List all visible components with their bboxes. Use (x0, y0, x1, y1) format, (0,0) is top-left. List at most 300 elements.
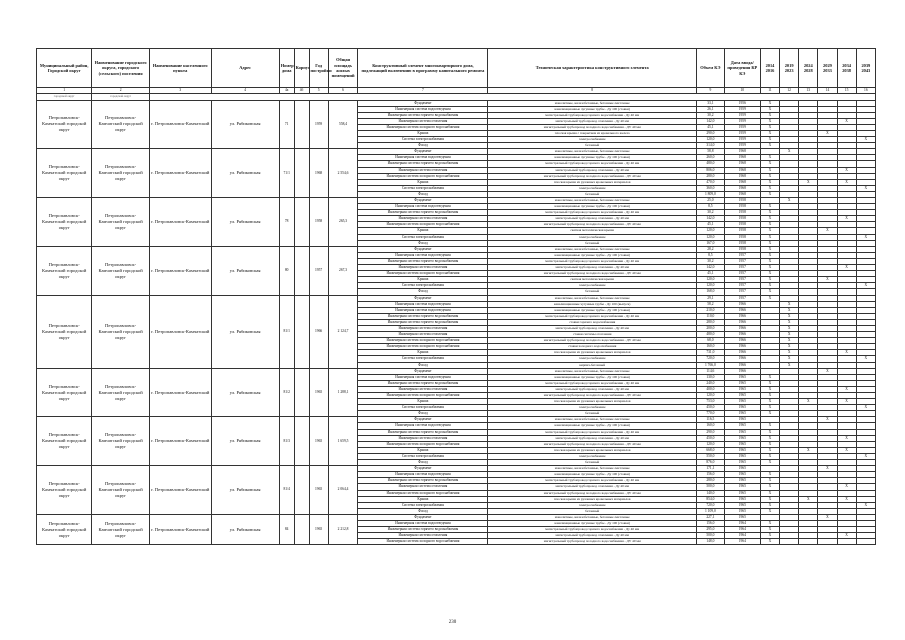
description-cell: магистральный трубопровод горячего водоснабжения - Ду 40 мм (488, 112, 697, 118)
period-mark-cell: X (760, 484, 779, 490)
column-number: 14 (818, 88, 837, 94)
description-cell: канализационные чугунные трубы - Ду 100 (стояки) (488, 423, 697, 429)
address-cell: ул. Рябиковская (211, 295, 279, 368)
date-cell: 1958 (724, 198, 760, 204)
description-cell: магистральный трубопровод холодного водоснабжения - ДУ 40 мм (488, 271, 697, 277)
period-mark-cell: X (760, 295, 779, 301)
building-cell (294, 466, 309, 515)
description-cell: бетонный (488, 289, 697, 295)
description-cell: канализационные чугунные трубы - Ду 100 (стояки) (488, 204, 697, 210)
column-number: 3 (149, 88, 211, 94)
volume-cell: 140,0 (697, 490, 725, 496)
description-cell: магистральный трубопровод холодного водоснабжения - ДУ 40 мм (488, 338, 697, 344)
element-cell: Инженерная система отопления (358, 265, 488, 271)
period-mark-cell: X (760, 411, 779, 417)
period-mark-cell: X (799, 399, 818, 405)
period-mark-cell: X (760, 374, 779, 380)
period-mark-cell: X (760, 496, 779, 502)
column-number: 12 (780, 88, 799, 94)
description-cell: магистральный трубопровод горячего водоснабжения - Ду 40 мм (488, 313, 697, 319)
date-cell: 1959 (724, 124, 760, 130)
house-number-cell: 81/1 (279, 295, 294, 368)
volume-cell: 668,0 (697, 447, 725, 453)
volume-cell: 120,0 (697, 234, 725, 240)
period-mark-cell: X (760, 185, 779, 191)
element-cell: Инженерная система водоотведения (358, 155, 488, 161)
area-cell: 2 064,4 (328, 466, 358, 515)
column-number: 4 (211, 88, 279, 94)
element-cell: Фундамент (358, 466, 488, 472)
volume-cell: 450,0 (697, 435, 725, 441)
element-cell: Инженерная система холодного водоснабжения (358, 124, 488, 130)
period-mark-cell: X (760, 173, 779, 179)
building-cell (294, 100, 309, 149)
volume-cell: 110,0 (697, 313, 725, 319)
description-cell: электроснабжение (488, 283, 697, 289)
district-cell: Петропавловск-Камчатский городской округ (37, 149, 92, 198)
period-mark-cell: X (760, 112, 779, 118)
district-cell: Петропавловск-Камчатский городской округ (37, 514, 92, 544)
description-cell: электроснабжение (488, 502, 697, 508)
description-cell: бетонный (488, 191, 697, 197)
description-cell: магистральный трубопровод отопления - Ду 40 мм (488, 325, 697, 331)
address-cell: ул. Рябиковская (211, 149, 279, 198)
period-mark-cell: X (837, 399, 856, 405)
column-header: Дата ввода/проведения КР КЭ (724, 49, 760, 88)
element-cell: Фундамент (358, 368, 488, 374)
element-cell: Инженерная система горячего водоснабжения (358, 429, 488, 435)
element-cell: Крыша (358, 447, 488, 453)
build-year-cell: 1959 (309, 100, 328, 149)
element-cell: Инженерная система холодного водоснабжения (358, 441, 488, 447)
description-cell: магистральный трубопровод отопления - Ду 40 мм (488, 167, 697, 173)
period-mark-cell: X (818, 466, 837, 472)
period-mark-cell: X (780, 338, 799, 344)
period-mark-cell: X (780, 149, 799, 155)
date-cell: 1965 (724, 393, 760, 399)
date-cell: 1965 (724, 417, 760, 423)
description-cell: монолитные, железобетонные, бетонные ленточные (488, 149, 697, 155)
period-mark-cell: X (760, 118, 779, 124)
period-mark-cell: X (780, 325, 799, 331)
description-cell: магистральный трубопровод холодного водоснабжения - ДУ 40 мм (488, 539, 697, 545)
date-cell: 1966 (724, 319, 760, 325)
volume-cell: 8,5 (697, 252, 725, 258)
date-cell: 1959 (724, 143, 760, 149)
period-mark-cell: X (856, 137, 875, 143)
volume-cell: 160,0 (697, 423, 725, 429)
description-cell: магистральный трубопровод горячего водоснабжения - Ду 40 мм (488, 161, 697, 167)
description-cell: электроснабжение (488, 185, 697, 191)
volume-cell: 360,0 (697, 185, 725, 191)
date-cell: 1966 (724, 301, 760, 307)
date-cell: 1957 (724, 265, 760, 271)
volume-cell: 8,5 (697, 204, 725, 210)
district-cell: Петропавловск-Камчатский городской округ (37, 417, 92, 466)
period-mark-cell: X (760, 447, 779, 453)
period-mark-cell: X (799, 179, 818, 185)
description-cell: плоская крыша из рулонных кровельных материалов (488, 179, 697, 185)
build-year-cell: 1965 (309, 417, 328, 466)
locality-cell: г. Петропавловск-Камчатский (149, 149, 211, 198)
date-cell: 1966 (724, 338, 760, 344)
volume-cell: 30,2 (697, 210, 725, 216)
description-cell: электроснабжение (488, 234, 697, 240)
period-mark-cell: X (760, 478, 779, 484)
period-mark-cell: X (760, 271, 779, 277)
date-cell: 1965 (724, 441, 760, 447)
house-number-cell: 71/1 (279, 149, 294, 198)
date-cell: 1968 (724, 173, 760, 179)
volume-cell: 142,0 (697, 118, 725, 124)
element-cell: Инженерная система отопления (358, 167, 488, 173)
date-cell: 1957 (724, 295, 760, 301)
date-cell: 1958 (724, 204, 760, 210)
settlement-cell: Петропавловск-Камчатский городской округ (92, 198, 149, 247)
description-cell: магистральный трубопровод горячего водоснабжения - Ду 40 мм (488, 527, 697, 533)
period-mark-cell: X (760, 277, 779, 283)
volume-cell: 806,0 (697, 167, 725, 173)
date-cell: 1958 (724, 246, 760, 252)
column-number: 6 (328, 88, 358, 94)
volume-cell: 480,0 (697, 161, 725, 167)
volume-cell: 120,0 (697, 137, 725, 143)
volume-cell: 168,0 (697, 289, 725, 295)
element-cell: Фундамент (358, 417, 488, 423)
element-cell: Инженерная система отопления (358, 386, 488, 392)
period-mark-cell: X (760, 155, 779, 161)
period-mark-cell: X (818, 368, 837, 374)
date-cell: 1957 (724, 283, 760, 289)
date-cell: 1966 (724, 332, 760, 338)
date-cell: 1956 (724, 100, 760, 106)
locality-cell: г. Петропавловск-Камчатский (149, 295, 211, 368)
settlement-cell: Петропавловск-Камчатский городской округ (92, 149, 149, 198)
volume-cell: 1 109,0 (697, 508, 725, 514)
element-cell: Инженерная система горячего водоснабжения (358, 210, 488, 216)
clipped-cell: городской округ (92, 94, 149, 100)
building-cell (294, 417, 309, 466)
date-cell: 1957 (724, 252, 760, 258)
period-mark-cell: X (799, 496, 818, 502)
date-cell: 1966 (724, 307, 760, 313)
volume-cell: 480,0 (697, 332, 725, 338)
period-mark-cell: X (760, 130, 779, 136)
date-cell: 1965 (724, 484, 760, 490)
column-header: Конструктивный элемент многоквартирного дома, подлежащий включению в программу капитального ремонта (358, 49, 488, 88)
volume-cell: 148,0 (697, 539, 725, 545)
column-header: Год постройки (309, 49, 328, 88)
element-cell: Инженерная система горячего водоснабжения (358, 527, 488, 533)
element-cell: Фундамент (358, 295, 488, 301)
column-header: 2034 2038 (837, 49, 856, 88)
date-cell: 1966 (724, 368, 760, 374)
column-number: 4б (294, 88, 309, 94)
period-mark-cell: X (760, 405, 779, 411)
element-cell: Инженерная система водоотведения (358, 472, 488, 478)
description-cell: канализационные чугунные трубы - Ду 100 (стояки) (488, 155, 697, 161)
description-cell: монолитные, железобетонные, бетонные ленточные (488, 368, 697, 374)
period-mark-cell: X (760, 386, 779, 392)
element-cell: Инженерная система водоотведения (358, 252, 488, 258)
volume-cell: 1 809,0 (697, 191, 725, 197)
period-mark-cell: X (760, 210, 779, 216)
date-cell: 1965 (724, 502, 760, 508)
date-cell: 1966 (724, 325, 760, 331)
volume-cell: 280,0 (697, 478, 725, 484)
build-year-cell: 1957 (309, 246, 328, 295)
column-number: 7 (358, 88, 488, 94)
date-cell: 1965 (724, 508, 760, 514)
column-header: 2039 2043 (856, 49, 875, 88)
period-mark-cell: X (760, 216, 779, 222)
period-mark-cell: X (837, 386, 856, 392)
date-cell: 1965 (724, 435, 760, 441)
element-cell: Инженерная система горячего водоснабжения (358, 478, 488, 484)
period-mark-cell: X (760, 539, 779, 545)
address-cell: ул. Рябиковская (211, 466, 279, 515)
period-mark-cell: X (760, 100, 779, 106)
element-cell: Инженерная система горячего водоснабжения (358, 161, 488, 167)
date-cell: 1965 (724, 386, 760, 392)
description-cell: монолитные, железобетонные, бетонные ленточные (488, 295, 697, 301)
build-year-cell: 1965 (309, 368, 328, 417)
column-header: Номер дома (279, 49, 294, 88)
element-cell: Инженерная система холодного водоснабжения (358, 173, 488, 179)
column-number: 16 (856, 88, 875, 94)
locality-cell: г. Петропавловск-Камчатский (149, 198, 211, 247)
description-cell: монолитные, железобетонные, бетонные ленточные (488, 466, 697, 472)
description-cell: магистральный трубопровод холодного водоснабжения - ДУ 40 мм (488, 393, 697, 399)
volume-cell: 400,0 (697, 386, 725, 392)
element-cell: Инженерная система отопления (358, 325, 488, 331)
volume-cell: 68,0 (697, 338, 725, 344)
period-mark-cell: X (780, 344, 799, 350)
period-mark-cell: X (837, 350, 856, 356)
period-mark-cell: X (818, 417, 837, 423)
period-mark-cell: X (760, 222, 779, 228)
volume-cell: 160,0 (697, 344, 725, 350)
date-cell: 1959 (724, 130, 760, 136)
column-header: 2024 2028 (799, 49, 818, 88)
house-number-cell: 80 (279, 246, 294, 295)
element-cell: Крыша (358, 350, 488, 356)
description-cell: плоская крыша из рулонных кровельных материалов (488, 399, 697, 405)
date-cell: 1965 (724, 466, 760, 472)
description-cell: магистральный трубопровод отопления - Ду 40 мм (488, 118, 697, 124)
house-number-cell: 78 (279, 198, 294, 247)
period-mark-cell: X (760, 179, 779, 185)
description-cell: магистральный трубопровод отопления - Ду 40 мм (488, 265, 697, 271)
area-cell: 267,3 (328, 246, 358, 295)
element-cell: Фасад (358, 411, 488, 417)
address-cell: ул. Рябиковская (211, 246, 279, 295)
period-mark-cell: X (837, 265, 856, 271)
description-cell: магистральный трубопровод холодного водоснабжения - ДУ 40 мм (488, 222, 697, 228)
building-cell (294, 149, 309, 198)
volume-cell: 314,0 (697, 143, 725, 149)
column-number: 1 (37, 88, 92, 94)
column-number: 15 (837, 88, 856, 94)
period-mark-cell: X (760, 106, 779, 112)
element-cell: Крыша (358, 130, 488, 136)
period-mark-cell: X (837, 496, 856, 502)
element-cell: Крыша (358, 179, 488, 185)
building-cell (294, 368, 309, 417)
period-mark-cell: X (760, 380, 779, 386)
description-cell: стояки горячего водоснабжения (488, 319, 697, 325)
description-cell: электроснабжение (488, 356, 697, 362)
column-header: Объем КЭ (697, 49, 725, 88)
element-cell: Инженерная система отопления (358, 332, 488, 338)
description-cell: магистральный трубопровод холодного водоснабжения - ДУ 40 мм (488, 173, 697, 179)
column-header: Муниципальный район, Городской округ (37, 49, 92, 88)
period-mark-cell: X (856, 283, 875, 289)
period-mark-cell: X (837, 216, 856, 222)
settlement-cell: Петропавловск-Камчатский городской округ (92, 295, 149, 368)
period-mark-cell: X (856, 405, 875, 411)
date-cell: 1965 (724, 460, 760, 466)
element-cell: Фасад (358, 460, 488, 466)
house-number-cell: 81/4 (279, 466, 294, 515)
volume-cell: 200,0 (697, 325, 725, 331)
settlement-cell: Петропавловск-Камчатский городской округ (92, 100, 149, 149)
volume-cell: 29,1 (697, 295, 725, 301)
element-cell: Система электроснабжения (358, 453, 488, 459)
settlement-cell: Петропавловск-Камчатский городской округ (92, 514, 149, 544)
date-cell: 1958 (724, 210, 760, 216)
table-header (37, 49, 876, 94)
description-cell: плоская крыша из рулонных кровельных материалов (488, 350, 697, 356)
element-cell: Инженерная система холодного водоснабжения (358, 338, 488, 344)
period-mark-cell: X (760, 508, 779, 514)
element-cell: Фундамент (358, 198, 488, 204)
element-cell: Инженерная система отопления (358, 435, 488, 441)
district-cell: Петропавловск-Камчатский городской округ (37, 368, 92, 417)
volume-cell: 1 766,0 (697, 362, 725, 368)
description-cell: магистральный трубопровод горячего водоснабжения - Ду 40 мм (488, 429, 697, 435)
period-mark-cell: X (760, 393, 779, 399)
description-cell: канализационные чугунные трубы - Ду 100 (стояки) (488, 106, 697, 112)
element-cell: Система электроснабжения (358, 234, 488, 240)
volume-cell: 290,0 (697, 429, 725, 435)
element-cell: Инженерная система холодного водоснабжения (358, 393, 488, 399)
district-cell: Петропавловск-Камчатский городской округ (37, 100, 92, 149)
volume-cell: 500,0 (697, 533, 725, 539)
element-cell: Фундамент (358, 149, 488, 155)
column-header: Корпус (294, 49, 309, 88)
column-header: Наименование городского округа, городского (сельского) поселения (92, 49, 149, 88)
volume-cell: 280,0 (697, 319, 725, 325)
period-mark-cell: X (760, 429, 779, 435)
period-mark-cell: X (760, 527, 779, 533)
element-cell: Фасад (358, 508, 488, 514)
period-mark-cell: X (760, 453, 779, 459)
element-cell: Инженерная система водоотведения (358, 374, 488, 380)
building-cell (294, 198, 309, 247)
description-cell: магистральный трубопровод горячего водоснабжения - Ду 40 мм (488, 478, 697, 484)
volume-cell: 58,8 (697, 149, 725, 155)
description-cell: магистральный трубопровод горячего водоснабжения - Ду 40 мм (488, 380, 697, 386)
volume-cell: 876,0 (697, 460, 725, 466)
date-cell: 1958 (724, 228, 760, 234)
volume-cell: 854,0 (697, 496, 725, 502)
description-cell: электроснабжение (488, 137, 697, 143)
building-cell (294, 295, 309, 368)
date-cell: 1968 (724, 149, 760, 155)
description-cell: магистральный трубопровод отопления - Ду 40 мм (488, 484, 697, 490)
element-cell: Крыша (358, 277, 488, 283)
description-cell: плоская крыша из рулонных кровельных материалов (488, 496, 697, 502)
period-mark-cell: X (760, 161, 779, 167)
volume-cell: 295,0 (697, 527, 725, 533)
element-cell: Инженерная система водоотведения (358, 520, 488, 526)
description-cell: электроснабжение (488, 405, 697, 411)
build-year-cell: 1968 (309, 149, 328, 198)
house-number-cell: 71 (279, 100, 294, 149)
date-cell: 1968 (724, 191, 760, 197)
column-header: Общая площадь жилых помещений (328, 49, 358, 88)
period-mark-cell: X (760, 137, 779, 143)
volume-cell: 280,0 (697, 173, 725, 179)
date-cell: 1968 (724, 155, 760, 161)
description-cell: плоская крыша с покрытием из кровельного железа (488, 130, 697, 136)
date-cell: 1965 (724, 399, 760, 405)
element-cell: Фасад (358, 289, 488, 295)
period-mark-cell: X (760, 204, 779, 210)
period-mark-cell: X (837, 167, 856, 173)
period-mark-cell: X (760, 441, 779, 447)
column-header: Техническая характеристика конструктивного элемента (488, 49, 697, 88)
house-number-cell: 84 (279, 514, 294, 544)
period-mark-cell: X (760, 234, 779, 240)
building-cell (294, 514, 309, 544)
volume-cell: 753,0 (697, 399, 725, 405)
element-cell: Инженерная система водоотведения (358, 106, 488, 112)
volume-cell: 770,0 (697, 411, 725, 417)
period-mark-cell: X (760, 258, 779, 264)
header-row (37, 49, 876, 88)
element-cell: Инженерная система холодного водоснабжения (358, 271, 488, 277)
element-cell: Инженерная система отопления (358, 216, 488, 222)
description-cell: магистральный трубопровод отопления - Ду 40 мм (488, 435, 697, 441)
period-mark-cell: X (856, 234, 875, 240)
repair-program-table (36, 48, 876, 545)
element-cell: Фундамент (358, 100, 488, 106)
date-cell: 1958 (724, 216, 760, 222)
volume-cell: 58,2 (697, 301, 725, 307)
period-mark-cell: X (760, 520, 779, 526)
volume-cell: 720,0 (697, 356, 725, 362)
date-cell: 1965 (724, 405, 760, 411)
period-mark-cell: X (856, 185, 875, 191)
date-cell: 1957 (724, 271, 760, 277)
district-cell: Петропавловск-Камчатский городской округ (37, 466, 92, 515)
volume-cell: 130,0 (697, 374, 725, 380)
area-cell: 265,3 (328, 198, 358, 247)
volume-cell: 210,0 (697, 307, 725, 313)
column-header: 2014 2016 (760, 49, 779, 88)
element-cell: Инженерная система холодного водоснабжения (358, 490, 488, 496)
period-mark-cell (818, 539, 837, 545)
page-number: 230 (448, 620, 457, 625)
volume-cell: 120,0 (697, 228, 725, 234)
period-mark-cell: X (760, 143, 779, 149)
date-cell: 1965 (724, 472, 760, 478)
description-cell: монолитные, железобетонные, бетонные ленточные (488, 417, 697, 423)
address-cell: ул. Рябиковская (211, 198, 279, 247)
column-number: 11 (760, 88, 779, 94)
